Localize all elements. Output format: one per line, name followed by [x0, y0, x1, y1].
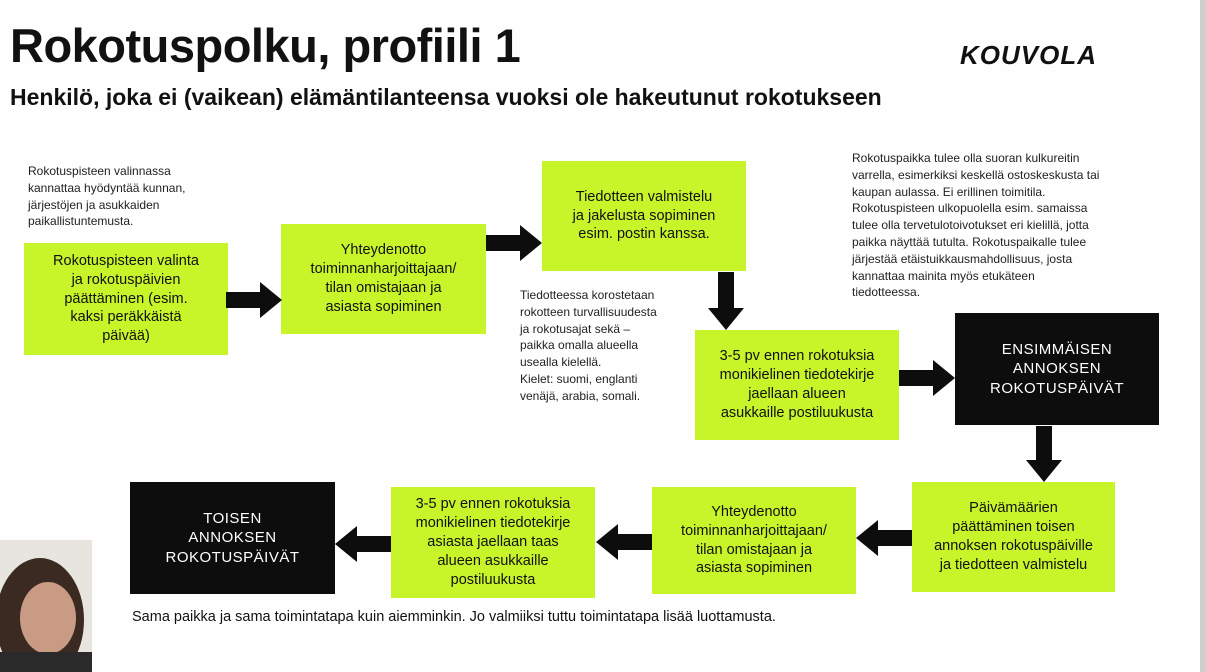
arrow-left-2 — [596, 522, 652, 562]
step-distribute-letter: 3-5 pv ennen rokotuksia monikielinen tiedotekirje jaellaan alueen asukkaille postiluukusta — [695, 330, 899, 440]
step-select-vaccination-point: Rokotuspisteen valinta ja rokotuspäivien päättäminen (esim. kaksi peräkkäistä päivää) — [24, 243, 228, 355]
arrow-down-1 — [706, 272, 746, 330]
arrow-right-1 — [226, 280, 282, 320]
step-prepare-bulletin: Tiedotteen valmistelu ja jakelusta sopiminen esim. postin kanssa. — [542, 161, 746, 271]
arrow-right-3 — [899, 358, 955, 398]
step-first-dose-days: ENSIMMÄISEN ANNOKSEN ROKOTUSPÄIVÄT — [955, 313, 1159, 425]
step-second-dose-days: TOISEN ANNOKSEN ROKOTUSPÄIVÄT — [130, 482, 335, 594]
slide-subtitle: Henkilö, joka ei (vaikean) elämäntilanteensa vuoksi ole hakeutunut rokotukseen — [10, 84, 882, 110]
arrow-left-3 — [335, 524, 391, 564]
kouvola-logo: KOUVOLA — [960, 40, 1097, 70]
step-contact-operator: Yhteydenotto toiminnanharjoittajaan/ tilan omistajaan ja asiasta sopiminen — [281, 224, 486, 334]
arrow-left-1 — [856, 518, 912, 558]
arrow-down-2 — [1024, 426, 1064, 482]
step-distribute-letter-2: 3-5 pv ennen rokotuksia monikielinen tiedotekirje asiasta jaellaan taas alueen asukkaille postiluukusta — [391, 487, 595, 598]
step-second-dose-planning: Päivämäärien päättäminen toisen annoksen rokotuspäiville ja tiedotteen valmistelu — [912, 482, 1115, 592]
step-contact-operator-2: Yhteydenotto toiminnanharjoittajaan/ tilan omistajaan ja asiasta sopiminen — [652, 487, 856, 594]
note-top-right: Rokotuspaikka tulee olla suoran kulkureitin varrella, esimerkiksi keskellä ostoskeskusta tai kaupan aulassa. Ei erillinen toimitila. Rokotuspisteen ulkopuolella esim. samaissa tulee olla tervetulotoivotukset eri kielillä, jotta paikka näyttää tutulta. Rokotuspaikalle tulee järjestää etäistuikkausmahdollisuus, josta kannattaa mainita myös etukäteen tiedotteessa. — [852, 151, 1100, 300]
presenter-webcam — [0, 540, 92, 672]
note-middle: Tiedotteessa korostetaan rokotteen turvallisuudesta ja rokotusajat sekä – paikka omalla alueella usealla kielellä. Kielet: suomi, englanti venäjä, arabia, somali. — [520, 288, 657, 403]
slide-title: Rokotuspolku, profiili 1 — [10, 19, 521, 72]
footer-text: Sama paikka ja sama toimintatapa kuin aiemminkin. Jo valmiiksi tuttu toimintatapa lisää luottamusta. — [132, 609, 776, 625]
note-top-left: Rokotuspisteen valinnassa kannattaa hyödyntää kunnan, järjestöjen ja asukkaiden paikallistuntemusta. — [28, 164, 186, 229]
scrollbar[interactable] — [1200, 0, 1206, 672]
arrow-right-2 — [486, 223, 542, 263]
